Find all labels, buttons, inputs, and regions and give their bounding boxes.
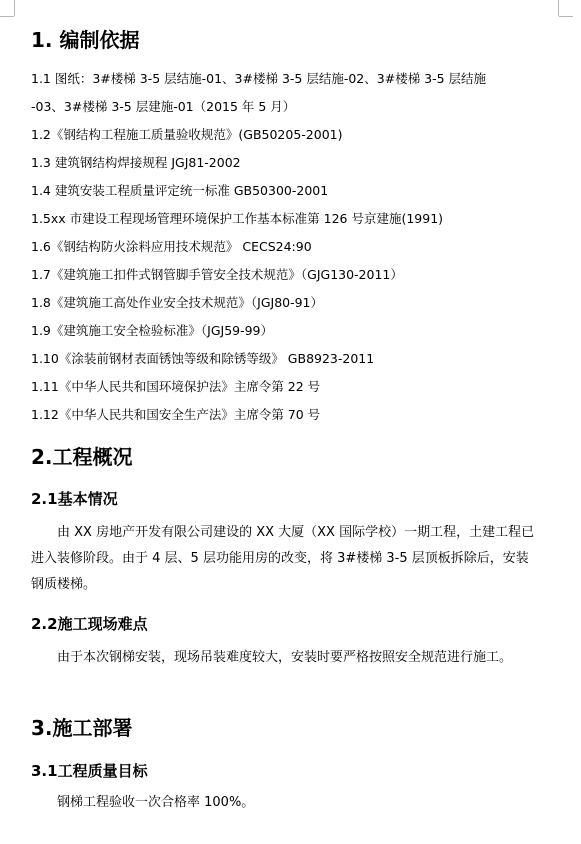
section-heading-2: 2.工程概况 <box>31 445 133 469</box>
reference-item: 1.11《中华人民共和国环境保护法》主席令第 22 号 <box>31 379 321 394</box>
section-heading-3: 3.施工部署 <box>31 716 133 740</box>
reference-item: 1.6《钢结构防火涂料应用技术规范》 CECS24:90 <box>31 239 312 254</box>
reference-item: 1.12《中华人民共和国安全生产法》主席令第 70 号 <box>31 407 321 422</box>
crop-mark-top-left-v <box>14 0 15 16</box>
crop-mark-top-right-v <box>558 0 559 16</box>
reference-item: -03、3#楼梯 3-5 层建施-01（2015 年 5 月） <box>31 99 296 114</box>
reference-item: 1.4 建筑安装工程质量评定统一标准 GB50300-2001 <box>31 183 329 198</box>
reference-item: 1.8《建筑施工高处作业安全技术规范》（JGJ80-91） <box>31 295 324 310</box>
section-heading-1: 1. 编制依据 <box>31 28 140 52</box>
reference-item: 1.9《建筑施工安全检验标准》（JGJ59-99） <box>31 323 274 338</box>
reference-item: 1.2《钢结构工程施工质量验收规范》(GB50205-2001) <box>31 127 343 142</box>
subsection-heading-2-1: 2.1基本情况 <box>31 490 118 508</box>
reference-item: 1.3 建筑钢结构焊接规程 JGJ81-2002 <box>31 155 241 170</box>
reference-item: 1.1 图纸：3#楼梯 3-5 层结施-01、3#楼梯 3-5 层结施-02、3#楼梯 3-5 层结施 <box>31 71 487 86</box>
paragraph-basic-info: 由 XX 房地产开发有限公司建设的 XX 大厦（XX 国际学校）一期工程，土建工程已进入装修阶段。由于 4 层、5 层功能用房的改变，将 3#楼梯 3-5 层顶板拆除后，安装钢质楼梯。 <box>31 525 535 592</box>
reference-item: 1.7《建筑施工扣件式钢管脚手管安全技术规范》（GJG130-2011） <box>31 267 403 282</box>
crop-mark-top-right-h <box>559 16 573 17</box>
paragraph-site-difficulty: 由于本次钢梯安装，现场吊装难度较大，安装时要严格按照安全规范进行施工。 <box>57 650 513 665</box>
subsection-heading-2-2: 2.2施工现场难点 <box>31 615 148 633</box>
paragraph-quality-target: 钢梯工程验收一次合格率 100%。 <box>57 795 255 810</box>
reference-item: 1.5xx 市建设工程现场管理环境保护工作基本标准第 126 号京建施(1991) <box>31 211 444 226</box>
reference-item: 1.10《涂装前钢材表面锈蚀等级和除锈等级》 GB8923-2011 <box>31 351 375 366</box>
crop-mark-top-left-h <box>0 16 14 17</box>
subsection-heading-3-1: 3.1工程质量目标 <box>31 762 148 780</box>
